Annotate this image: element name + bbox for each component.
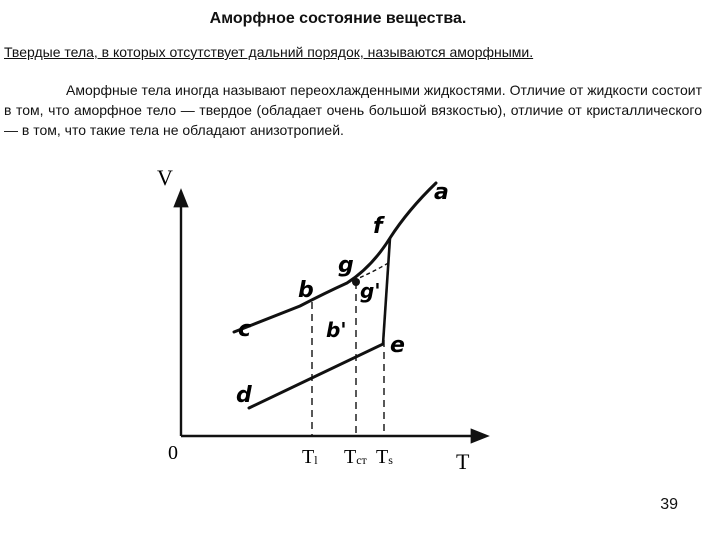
curve-liquid-amorphous <box>234 183 436 332</box>
label-a: a <box>434 180 449 205</box>
x-axis-label: T <box>456 449 470 474</box>
label-c: c <box>238 317 252 342</box>
label-g: g <box>338 253 354 278</box>
crystallization-line <box>383 238 390 344</box>
page-number: 39 <box>660 496 678 513</box>
page-title: Аморфное состояние вещества. <box>209 10 467 27</box>
y-axis-label: V <box>157 165 173 190</box>
temp-label-tl: Tl <box>302 446 318 468</box>
label-d: d <box>236 383 252 408</box>
definition-text: Твердые тела, в которых отсутствует дальний порядок, называются аморфными. <box>4 44 534 60</box>
curve-crystal <box>249 344 383 408</box>
temp-label-ts: Ts <box>376 446 393 468</box>
body-paragraph: Аморфные тела иногда называют переохлажденными жидкостями. Отличие от жидкости состоит в том, что аморфное тело — твердое (обладает очень большой вязкостью), отличие от кристаллического — в том, что такие тела не обладают анизотропией. <box>4 82 702 138</box>
label-f: f <box>373 214 383 239</box>
temp-label-tst: Tст <box>344 446 367 468</box>
origin-label: 0 <box>168 442 178 464</box>
label-b-prime: b' <box>326 318 347 342</box>
label-e: e <box>390 333 405 358</box>
label-b: b <box>298 278 314 303</box>
label-g-prime: g' <box>360 279 381 303</box>
